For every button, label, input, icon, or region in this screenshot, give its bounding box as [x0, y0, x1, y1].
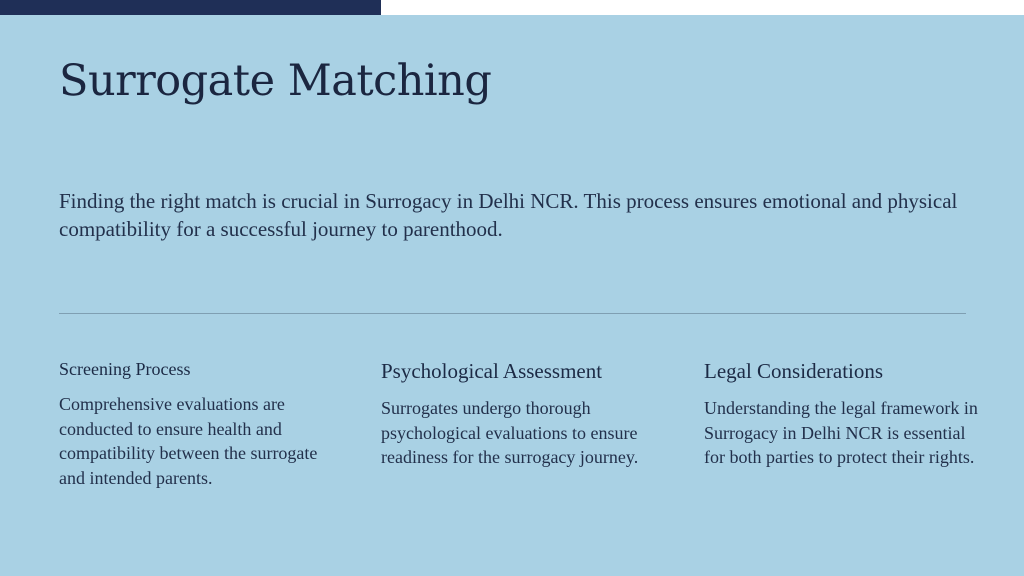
- intro-paragraph: Finding the right match is crucial in Surrogacy in Delhi NCR. This process ensures emotional and physical compatibility for a successful journey to parenthood.: [59, 189, 958, 241]
- top-accent-bar: [0, 0, 381, 15]
- column-heading: Legal Considerations: [704, 359, 884, 383]
- section-divider: [59, 313, 966, 314]
- page-title: Surrogate Matching: [59, 56, 492, 106]
- column-body: Surrogates undergo thorough psychological evaluations to ensure readiness for the surrogacy journey.: [381, 398, 639, 467]
- column-heading: Screening Process: [59, 359, 191, 379]
- column-legal-considerations: [704, 356, 984, 470]
- column-body: Comprehensive evaluations are conducted to ensure health and compatibility between the surrogate and intended parents.: [59, 394, 318, 488]
- column-psychological-assessment: [381, 356, 661, 470]
- column-heading: Psychological Assessment: [381, 359, 603, 383]
- column-body: Understanding the legal framework in Surrogacy in Delhi NCR is essential for both parties to protect their rights.: [704, 398, 978, 467]
- column-screening-process: [59, 356, 329, 490]
